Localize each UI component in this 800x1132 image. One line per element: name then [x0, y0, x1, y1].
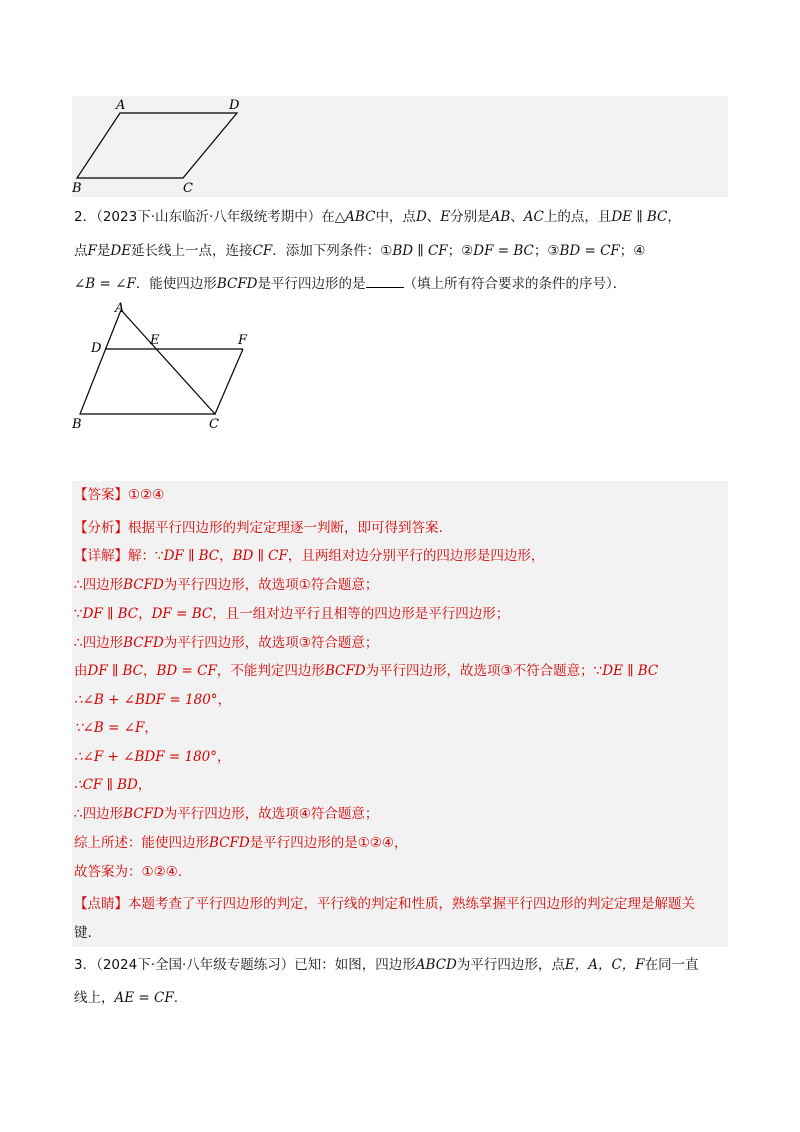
q3-quad-abcd: ABCD	[415, 957, 457, 973]
q2-answer-blank[interactable]	[366, 273, 404, 288]
figure2-segment-fc	[215, 349, 243, 414]
q2-text: 上的点，且	[543, 209, 612, 225]
detail-text: ，	[219, 548, 233, 564]
comment-text: 本题考查了平行四边形的判定，平行线的判定和性质，熟练掌握平行四边形的判定定理是解题关	[128, 896, 695, 912]
detail-math: DF ∥ BC	[82, 606, 139, 622]
q2-text: 在	[321, 209, 335, 225]
q2-source: （2023下·山东临沂·八年级统考期中）	[96, 209, 322, 225]
detail-math: BD ∥ CF	[232, 548, 288, 564]
detail-text: ∵	[74, 606, 83, 622]
detail-text: ，	[217, 749, 231, 765]
q2-segment-de: DE	[110, 243, 132, 259]
q2-text: ．能使四边形	[135, 276, 217, 292]
detail-text: ，	[137, 777, 152, 793]
q2-triangle-abc: △ABC	[334, 209, 376, 225]
q2-text: ．添加下列条件：①	[272, 243, 393, 259]
detail-text: ，不能判定四边形	[216, 663, 325, 679]
detail-line-6	[74, 689, 231, 711]
detail-text: ，	[138, 606, 152, 622]
q2-point-e: E	[440, 209, 451, 225]
figure2-label-a: A	[115, 301, 125, 316]
q2-text: 延长线上一点，连接	[131, 243, 253, 259]
figure1-label-b: B	[72, 181, 82, 196]
q3-text: .	[173, 990, 178, 1006]
detail-math: BD = CF	[156, 663, 217, 679]
detail-line-12: 故答案为：①②④.	[74, 864, 183, 880]
detail-math: DE ∥ BC	[602, 663, 659, 679]
q2-text: ，	[667, 209, 681, 225]
q3-points: E，A，C，F	[564, 957, 645, 973]
figure1-label-c: C	[183, 181, 193, 196]
q2-number: 2．	[74, 209, 97, 225]
figure2-diagram	[70, 300, 270, 435]
detail-text: 为平行四边形，故选项①符合题意；	[163, 577, 379, 593]
detail-math: ∵∠B = ∠F	[74, 720, 145, 736]
figure2-label-b: B	[72, 417, 82, 432]
q2-text: 点	[74, 243, 88, 259]
detail-math: DF = BC	[151, 606, 213, 622]
comment-tag: 【点睛】	[74, 896, 128, 912]
q2-de-parallel-bc: DE ∥ BC	[611, 209, 668, 225]
q2-text: ；②	[447, 243, 474, 259]
detail-math: ∴∠B + ∠BDF = 180°	[74, 692, 218, 708]
detail-text: 解：∵	[128, 548, 164, 564]
detail-line-1	[74, 545, 544, 567]
detail-text: ，且两组对边分别平行的四边形是四边形，	[287, 548, 545, 564]
q2-condition-1: BD ∥ CF	[392, 243, 448, 259]
q2-condition-4: ∠B = ∠F	[74, 276, 136, 292]
q2-segment-cf: CF	[252, 243, 273, 259]
q3-ae-equals-cf: AE = CF	[114, 990, 174, 1006]
q2-condition-3: BD = CF	[559, 243, 620, 259]
q2-text: 、	[426, 209, 441, 225]
detail-text: 是平行四边形的是①②④，	[249, 835, 408, 851]
q3-text: 已知：如图，四边形	[294, 957, 416, 973]
q2-text: （填上所有符合要求的条件的序号）．	[403, 276, 627, 292]
answer-value: ①②④	[128, 487, 165, 503]
q2-text: 分别是	[450, 209, 491, 225]
detail-line-4	[74, 632, 378, 654]
detail-text: ，	[143, 663, 157, 679]
q3-line2	[74, 987, 178, 1009]
detail-text: 为平行四边形，故选项③符合题意；	[163, 635, 379, 651]
detail-line-10	[74, 803, 378, 825]
figure1-label-a: A	[116, 98, 126, 113]
q3-line1	[74, 954, 699, 976]
detail-math: DF ∥ BC	[163, 548, 220, 564]
figure2-label-e: E	[150, 333, 160, 348]
q2-condition-2: DF = BC	[473, 243, 534, 259]
q2-text: ；③	[533, 243, 560, 259]
detail-text: 为平行四边形，故选项③不符合题意；∵	[365, 663, 603, 679]
figure1-parallelogram	[72, 96, 242, 197]
figure2-label-c: C	[209, 417, 219, 432]
detail-text: 综上所述：能使四边形	[74, 835, 209, 851]
q2-point-f: F	[87, 243, 97, 259]
detail-text: ，	[217, 692, 232, 708]
comment-line	[74, 893, 695, 915]
detail-math: BCFD	[123, 806, 164, 822]
figure2-label-f: F	[238, 333, 248, 348]
q2-text: 是	[96, 243, 111, 259]
detail-tag: 【详解】	[74, 548, 128, 564]
figure1-shape	[77, 113, 237, 178]
analysis-tag: 【分析】	[74, 520, 128, 536]
q2-quad-bcfd: BCFD	[216, 276, 258, 292]
detail-math: BCFD	[123, 635, 164, 651]
q2-text: ；④	[619, 243, 646, 259]
q2-line2	[74, 240, 645, 262]
detail-text: ∴四边形	[74, 806, 124, 822]
detail-line-5	[74, 660, 658, 682]
q3-text: 在同一直	[644, 957, 699, 973]
detail-line-7	[74, 717, 158, 739]
q2-line1	[74, 206, 681, 228]
q2-segment-ab: AB	[490, 209, 511, 225]
detail-line-2	[74, 574, 378, 596]
detail-math: BCFD	[209, 835, 250, 851]
detail-math: BCFD	[324, 663, 366, 679]
q2-point-d: D	[415, 209, 427, 225]
comment-line-end: 键.	[74, 925, 92, 941]
q3-source: （2024下·全国·八年级专题练习）	[96, 957, 295, 973]
detail-text: ∴四边形	[74, 635, 124, 651]
detail-line-11	[74, 832, 408, 854]
q2-segment-ac: AC	[523, 209, 544, 225]
answer-tag: 【答案】	[74, 487, 128, 503]
figure2-triangle	[80, 310, 215, 414]
detail-line-9	[74, 774, 151, 796]
detail-math: ∴∠F + ∠BDF = 180°	[74, 749, 217, 765]
figure1-label-d: D	[229, 98, 240, 113]
detail-text: ∴四边形	[74, 577, 124, 593]
detail-text: ，且一组对边平行且相等的四边形是平行四边形；	[212, 606, 510, 622]
detail-line-3	[74, 603, 509, 625]
q2-text: 中，点	[375, 209, 416, 225]
q2-text: 、	[510, 209, 524, 225]
q2-line3	[74, 273, 626, 295]
answer-line	[74, 484, 164, 506]
detail-line-8	[74, 746, 231, 768]
q3-text: 线上，	[74, 990, 115, 1006]
detail-text: 为平行四边形，故选项④符合题意；	[163, 806, 379, 822]
q3-number: 3．	[74, 957, 97, 973]
detail-math: ∴CF ∥ BD	[74, 777, 138, 793]
analysis-text: 根据平行四边形的判定定理逐一判断，即可得到答案.	[128, 520, 443, 536]
detail-text: 由	[74, 663, 88, 679]
analysis-line	[74, 517, 443, 539]
detail-text: ，	[144, 720, 158, 736]
q2-text: 是平行四边形的是	[257, 276, 366, 292]
q3-text: 为平行四边形，点	[456, 957, 565, 973]
figure2-label-d: D	[91, 341, 102, 356]
detail-math: DF ∥ BC	[87, 663, 144, 679]
detail-math: BCFD	[123, 577, 164, 593]
